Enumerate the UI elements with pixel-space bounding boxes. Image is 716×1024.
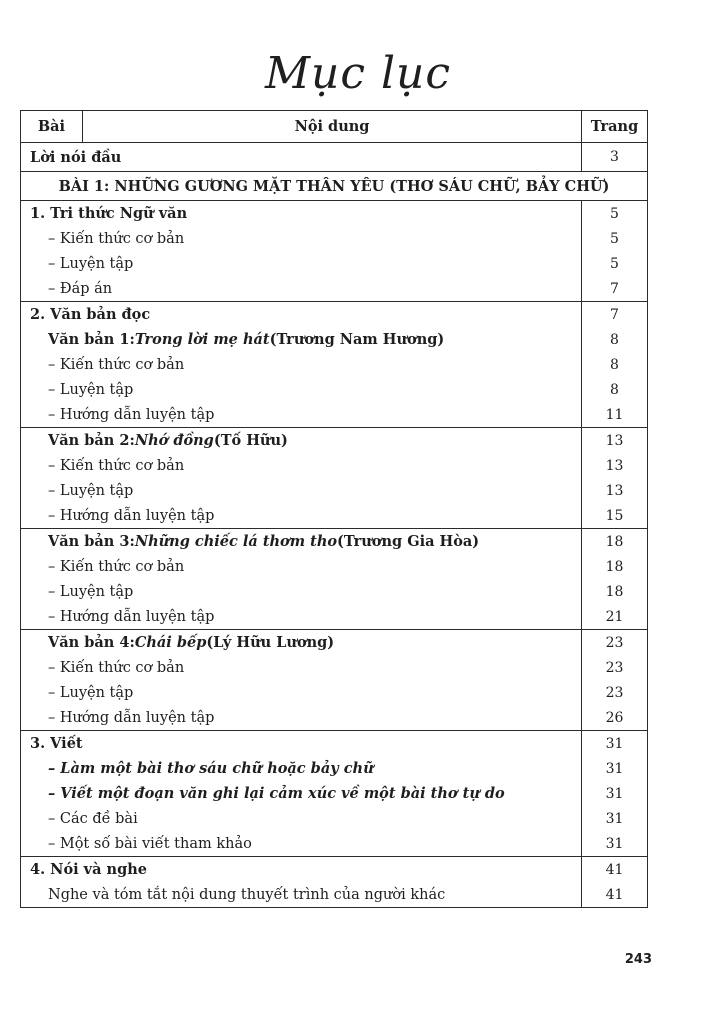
row-content (21, 579, 581, 604)
row-content (21, 377, 581, 402)
row-page: 41 (581, 857, 647, 882)
vb-title: Trong lời mẹ hát (134, 331, 270, 348)
toc-section (21, 302, 647, 428)
row-content (21, 831, 581, 856)
table-row (21, 402, 647, 427)
row-content (21, 680, 581, 705)
vb-title: Chái bếp (134, 634, 207, 651)
row-text: – Hướng dẫn luyện tập (48, 406, 215, 423)
row-content (21, 731, 581, 756)
row-content (21, 882, 581, 907)
row-content (21, 327, 581, 352)
table-row (21, 352, 647, 377)
row-text: – Kiến thức cơ bản (48, 457, 185, 474)
table-row (21, 831, 647, 856)
row-page: 13 (581, 478, 647, 503)
table-row (21, 453, 647, 478)
vb-author: (Trương Nam Hương) (269, 331, 445, 348)
row-page: 18 (581, 529, 647, 554)
preface-section (21, 143, 647, 172)
table-row (21, 377, 647, 402)
table-row (21, 882, 647, 907)
row-text: – Làm một bài thơ sáu chữ hoặc bảy chữ (48, 760, 374, 777)
row-content (21, 781, 581, 806)
row-text: 2. Văn bản đọc (30, 306, 151, 323)
page-number: 243 (624, 952, 652, 967)
table-row (21, 604, 647, 629)
table-row (21, 579, 647, 604)
row-page: 18 (581, 554, 647, 579)
row-text: 4. Nói và nghe (30, 861, 147, 878)
preface-label: Lời nói đầu (30, 148, 122, 166)
row-page: 41 (581, 882, 647, 907)
table-row (21, 680, 647, 705)
row-content (21, 276, 581, 301)
row-content (21, 302, 581, 327)
row-content (21, 478, 581, 503)
table-row (21, 428, 647, 453)
row-page: 18 (581, 579, 647, 604)
row-page: 5 (581, 226, 647, 251)
row-page: 31 (581, 806, 647, 831)
table-row (21, 143, 647, 171)
header-bai: Bài (21, 111, 83, 142)
row-content (21, 806, 581, 831)
row-content (21, 201, 581, 226)
page-title: Mục lục (264, 48, 452, 99)
row-text: – Luyện tập (48, 684, 134, 701)
row-content (21, 529, 581, 554)
table-row (21, 705, 647, 730)
row-content (21, 630, 581, 655)
row-page: 31 (581, 756, 647, 781)
table-row (21, 251, 647, 276)
row-page: 15 (581, 503, 647, 528)
row-text: – Kiến thức cơ bản (48, 356, 185, 373)
vb-author: (Tố Hữu) (213, 432, 288, 449)
table-row (21, 554, 647, 579)
row-page: 23 (581, 630, 647, 655)
toc-section (21, 428, 647, 529)
row-page: 31 (581, 831, 647, 856)
vb-prefix: Văn bản 2: (48, 432, 135, 449)
table-row (21, 201, 647, 226)
vb-title: Những chiếc lá thơm tho (134, 533, 338, 550)
row-page: 7 (581, 302, 647, 327)
toc-table (20, 110, 648, 908)
row-text: – Kiến thức cơ bản (48, 659, 185, 676)
row-page: 23 (581, 655, 647, 680)
toc-section (21, 857, 647, 907)
row-page: 26 (581, 705, 647, 730)
toc-section (21, 731, 647, 857)
header-page: Trang (581, 111, 647, 142)
row-text: – Các đề bài (48, 810, 138, 827)
row-content (21, 251, 581, 276)
row-content (21, 756, 581, 781)
row-text: – Viết một đoạn văn ghi lại cảm xúc về một bài thơ tự do (48, 785, 505, 802)
vb-prefix: Văn bản 4: (48, 634, 135, 651)
row-text: – Kiến thức cơ bản (48, 230, 185, 247)
row-content (21, 554, 581, 579)
preface-page: 3 (581, 143, 647, 171)
lesson-title: BÀI 1: NHỮNG GƯƠNG MẶT THÂN YÊU (THƠ SÁU CHỮ, BẢY CHỮ) (21, 172, 647, 201)
row-page: 21 (581, 604, 647, 629)
table-row (21, 756, 647, 781)
vb-title: Nhớ đồng (134, 432, 214, 449)
header-content: Nội dung (294, 118, 370, 135)
vb-author: (Lý Hữu Lương) (206, 634, 335, 651)
row-page: 11 (581, 402, 647, 427)
row-content (21, 857, 581, 882)
row-text: 1. Tri thức Ngữ văn (30, 205, 188, 222)
row-page: 13 (581, 428, 647, 453)
row-text: 3. Viết (30, 735, 83, 752)
row-page: 8 (581, 327, 647, 352)
row-content (21, 428, 581, 453)
row-text: – Đáp án (48, 280, 113, 297)
toc-section (21, 529, 647, 630)
row-page: 31 (581, 731, 647, 756)
row-page: 7 (581, 276, 647, 301)
row-text: – Hướng dẫn luyện tập (48, 709, 215, 726)
row-text: – Kiến thức cơ bản (48, 558, 185, 575)
table-row (21, 529, 647, 554)
vb-author: (Trương Gia Hòa) (337, 533, 480, 550)
row-text: – Luyện tập (48, 482, 134, 499)
row-text: Nghe và tóm tắt nội dung thuyết trình của người khác (48, 886, 446, 903)
row-page: 5 (581, 251, 647, 276)
table-row (21, 806, 647, 831)
row-text: – Luyện tập (48, 381, 134, 398)
table-row (21, 276, 647, 301)
row-content (21, 453, 581, 478)
toc-sections (21, 201, 647, 907)
table-row (21, 781, 647, 806)
table-header (21, 111, 647, 143)
table-row (21, 226, 647, 251)
row-content (21, 503, 581, 528)
table-row (21, 302, 647, 327)
toc-section (21, 630, 647, 731)
row-text: – Hướng dẫn luyện tập (48, 608, 215, 625)
row-text: – Luyện tập (48, 583, 134, 600)
table-row (21, 327, 647, 352)
row-text: – Một số bài viết tham khảo (48, 835, 252, 852)
vb-prefix: Văn bản 1: (48, 331, 135, 348)
row-page: 8 (581, 352, 647, 377)
table-row (21, 655, 647, 680)
row-text: – Hướng dẫn luyện tập (48, 507, 215, 524)
row-page: 5 (581, 201, 647, 226)
row-content (21, 604, 581, 629)
row-page: 8 (581, 377, 647, 402)
table-row (21, 630, 647, 655)
row-content (21, 402, 581, 427)
row-content (21, 705, 581, 730)
vb-prefix: Văn bản 3: (48, 533, 135, 550)
row-page: 13 (581, 453, 647, 478)
table-row (21, 731, 647, 756)
row-page: 31 (581, 781, 647, 806)
row-text: – Luyện tập (48, 255, 134, 272)
row-content (21, 226, 581, 251)
row-page: 23 (581, 680, 647, 705)
table-row (21, 503, 647, 528)
toc-section (21, 201, 647, 302)
row-content (21, 352, 581, 377)
table-row (21, 857, 647, 882)
table-row (21, 478, 647, 503)
row-content (21, 655, 581, 680)
